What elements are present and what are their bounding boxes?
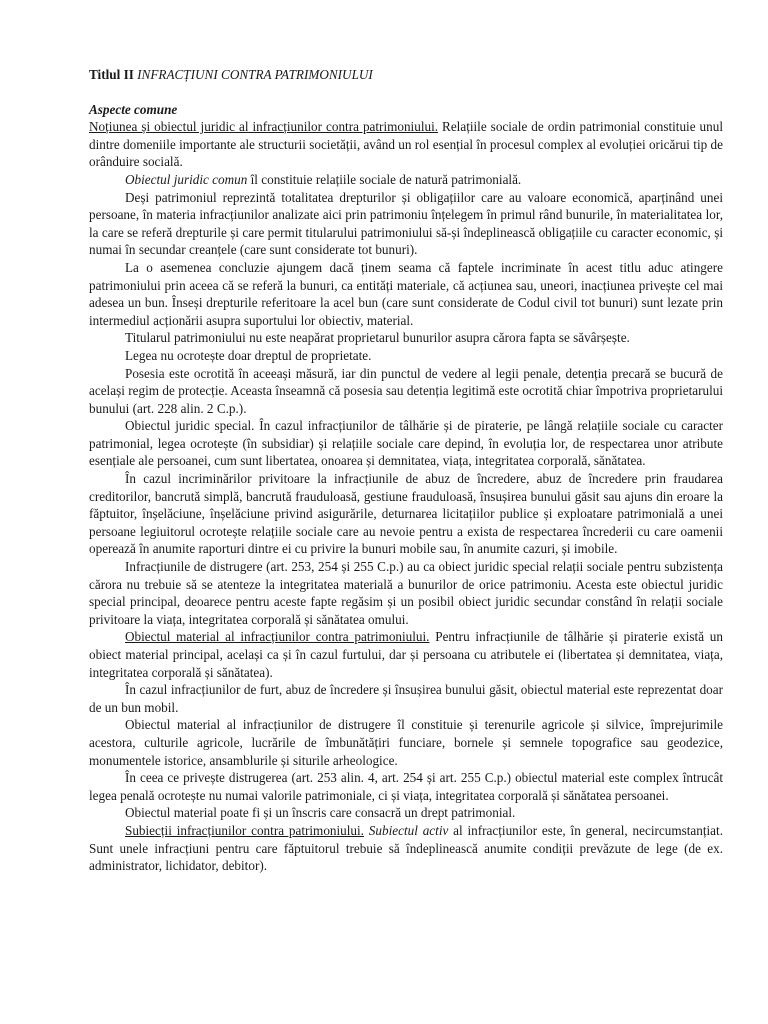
paragraph-13: Obiectul material al infracțiunilor de distrugere îl constituie și terenurile agricole și silvice, împrejurimile acestora, culturile agricole, lucrările de îmbunătățiri funciare, bornele și semnele topografice sau geodezice, monumentele istorice, ansamblurile și siturile arheologice. xyxy=(89,717,723,768)
heading-subiectii: Subiecții infracțiunilor contra patrimoniului. xyxy=(125,822,364,838)
paragraph-11: Obiectul material al infracțiunilor contra patrimoniului. Pentru infracțiunile de tâlhărie și piraterie există un obiect material principal, același ca și în cazul furtului, dar și persoana cu atributele ei (libertatea și demnitatea, viața, integritatea corporală și sănătatea). xyxy=(89,629,723,680)
term-subiectul-activ: Subiectul activ xyxy=(363,822,449,838)
title-name: INFRACȚIUNI CONTRA PATRIMONIULUI xyxy=(137,67,373,82)
document-page xyxy=(89,66,723,875)
paragraph-4: La o asemenea concluzie ajungem dacă ținem seama că faptele incriminate în acest titlu aduc atingere patrimoniului prin aceea că se referă la bunuri, ca entități materiale, că acțiunea sau, uneori, inacțiunea privește cel mai adesea un bun. Înseși drepturile referitoare la acel bun (care sunt considerate de Codul civil tot bunuri) sunt lezate prin intermediul acționării asupra suportului lor obiectiv, material. xyxy=(89,259,723,328)
paragraph-9: În cazul incriminărilor privitoare la infracțiunile de abuz de încredere, abuz de încredere prin fraudarea creditorilor, bancrută simplă, bancrută frauduloasă, gestiune frauduloasă, însușirea bunului găsit sau ajuns din eroare la făptuitor, înșelăciune, înșelăciune privind asigurările, deturnarea licitațiilor publice și exploatare patrimonială a unei persoane legiuitorul ocrotește relațiile sociale care au nevoie pentru a exista de respectarea încrederii cu care oamenii operează în anumite raporturi dintre ei cu privire la bunuri mobile sau, în anumite cazuri, și imobile. xyxy=(89,471,723,557)
heading-obiectul-material: Obiectul material al infracțiunilor contra patrimoniului. xyxy=(125,629,430,645)
paragraph-3: Deși patrimoniul reprezintă totalitatea drepturilor și obligațiilor care au valoare economică, aparținând unei persoane, în materia infracțiunilor analizate aici prin patrimoniu înțelegem în primul rând bunurile, în materialitatea lor, la care se referă drepturile și care permit titularului patrimoniului să-și îndeplinească obligațiile cu caracter economic, și numai în secundar creanțele (care sunt considerate tot bunuri). xyxy=(89,189,723,258)
paragraph-7: Posesia este ocrotită în aceeași măsură, iar din punctul de vedere al legii penale, detenția precară se bucură de același regim de protecție. Aceasta înseamnă că posesia sau detenția legitimă este ocrotită chiar împotriva proprietarului bunului (art. 228 alin. 2 C.p.). xyxy=(89,365,723,416)
title-label: Titlul II xyxy=(89,67,134,82)
paragraph-16: Subiecții infracțiunilor contra patrimoniului. Subiectul activ al infracțiunilor este, în general, necircumstanțiat. Sunt unele infracțiuni pentru care făptuitorul trebuie să îndeplinească anumite condiții prevăzute de lege (de ex. administrator, lichidator, debitor). xyxy=(89,822,723,874)
term-obiectul-juridic-comun: Obiectul juridic comun xyxy=(125,171,248,187)
paragraph-5: Titularul patrimoniului nu este neapărat proprietarul bunurilor asupra cărora fapta se săvârșește. xyxy=(125,330,630,346)
paragraph-2: Obiectul juridic comun îl constituie relațiile sociale de natură patrimonială. xyxy=(125,171,522,187)
paragraph-14: În ceea ce privește distrugerea (art. 253 alin. 4, art. 254 și art. 255 C.p.) obiectul material este complex întrucât legea penală ocrotește nu numai valorile patrimoniale, ci și viața, integritatea corporală și sănătatea persoanei. xyxy=(89,770,723,803)
section-subheading: Aspecte comune xyxy=(89,101,178,117)
paragraph-1: Noțiunea și obiectul juridic al infracțiunilor contra patrimoniului. Relațiile sociale de ordin patrimonial constituie unul dintre domeniile importante ale structurii societății, având un rol esențial în procesul complex al evoluției oricărui tip de orânduire socială. xyxy=(89,119,723,170)
document-title xyxy=(89,66,723,84)
paragraph-10: Infracțiunile de distrugere (art. 253, 254 și 255 C.p.) au ca obiect juridic special relații sociale pentru subzistența cărora nu trebuie să se atenteze la integritatea materială a bunurilor de orice patrimoniu. Acesta este obiectul juridic special principal, deoarece pentru aceste fapte regăsim și un posibil obiect juridic secundar constând în relații sociale privitoare la viața, integritatea corporală și sănătatea omului. xyxy=(89,559,723,627)
heading-notiunea: Noțiunea și obiectul juridic al infracțiunilor contra patrimoniului. xyxy=(89,119,439,135)
paragraph-6: Legea nu ocrotește doar dreptul de proprietate. xyxy=(125,347,372,363)
paragraph-15: Obiectul material poate fi și un înscris care consacră un drept patrimonial. xyxy=(125,805,516,821)
paragraph-8: Obiectul juridic special. În cazul infracțiunilor de tâlhărie și de piraterie, pe lângă relațiile sociale cu caracter patrimonial, legea ocrotește (în subsidiar) și relațiile sociale care depind, în evoluția lor, de respectarea unor atribute esențiale ale persoanei, cum sunt libertatea, onoarea și demnitatea, viața, integritatea corporală, sănătatea. xyxy=(89,418,723,469)
paragraph-12: În cazul infracțiunilor de furt, abuz de încredere și însușirea bunului găsit, obiectul material este reprezentat doar de un bun mobil. xyxy=(89,682,723,715)
